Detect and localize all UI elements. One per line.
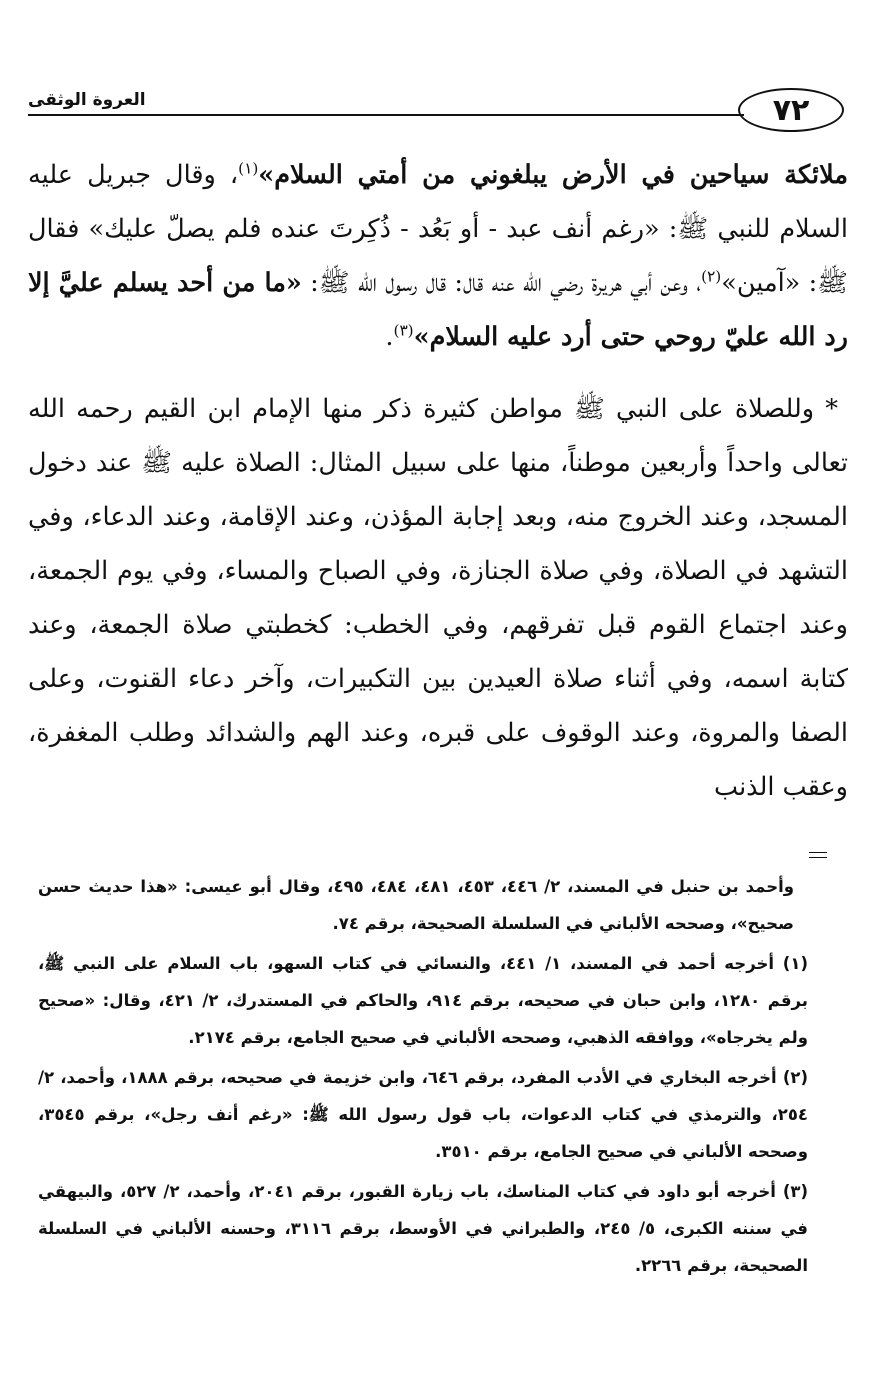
- footnote-separator: [809, 852, 827, 862]
- main-text: [28, 148, 848, 814]
- paragraph-text: ، وقال جبريل عليه السلام للنبي ﷺ: «رغم أنف عبد - أو بَعُد - ذُكِرتَ عنده فلم يصلّ عليك» فقال ﷺ: «آمين»: [28, 160, 848, 298]
- footnote-continued: وأحمد بن حنبل في المسند، ٢/ ٤٤٦، ٤٥٣، ٤٨١، ٤٨٤، ٤٩٥، وقال أبو عيسى: «هذا حديث حسن صحيح»، وصححه الألباني في السلسلة الصحيحة، برقم ٧٤.: [38, 877, 794, 933]
- paragraph-1: [28, 148, 848, 364]
- header-rule: [28, 114, 744, 116]
- footnote-ref-2: (٢): [701, 267, 722, 286]
- paragraph-text: ، وعن أبي هريرة رضي الله عنه قال: قال رسول الله ﷺ:: [301, 268, 702, 298]
- paragraph-end: .: [385, 322, 394, 352]
- footnotes: [38, 868, 808, 1287]
- footnote-ref-3: (٣): [393, 321, 414, 340]
- footnote-ref-1: (١): [238, 159, 259, 178]
- hadith-quote: «ما من أحد يسلم عليَّ إلا رد الله عليّ روحي حتى أرد عليه السلام»: [28, 268, 848, 352]
- page-header: [28, 88, 844, 134]
- page-number: ٧٢: [738, 88, 844, 132]
- paragraph-2: * وللصلاة على النبي ﷺ مواطن كثيرة ذكر منها الإمام ابن القيم رحمه الله تعالى واحداً وأربعين موطناً، منها على سبيل المثال: الصلاة عليه ﷺ عند دخول المسجد، وعند الخروج منه، وبعد إجابة المؤذن، وعند الإقامة، وعند الدعاء، وفي التشهد في الصلاة، وفي صلاة الجنازة، وفي الصباح والمساء، وفي يوم الجمعة، وعند اجتماع القوم قبل تفرقهم، وفي الخطب: كخطبتي صلاة الجمعة، وعند كتابة اسمه، وفي أثناء صلاة العيدين بين التكبيرات، وآخر دعاء القنوت، وعلى الصفا والمروة، وعند الوقوف على قبره، وعند الهم والشدائد وطلب المغفرة، وعقب الذنب: [28, 394, 848, 802]
- footnote-3: (٣) أخرجه أبو داود في كتاب المناسك، باب زيارة القبور، برقم ٢٠٤١، وأحمد، ٢/ ٥٢٧، والبيهقي في سننه الكبرى، ٥/ ٢٤٥، والطبراني في الأوسط، برقم ٣١١٦، وحسنه الألباني في السلسلة الصحيحة، برقم ٢٢٦٦.: [38, 1182, 809, 1275]
- footnote-2: (٢) أخرجه البخاري في الأدب المفرد، برقم ٦٤٦، وابن خزيمة في صحيحه، برقم ١٨٨٨، وأحمد، ٢/ ٢٥٤، والترمذي في كتاب الدعوات، باب قول رسول الله ﷺ: «رغم أنف رجل»، برقم ٣٥٤٥، وصححه الألباني في صحيح الجامع، برقم ٣٥١٠.: [38, 1068, 809, 1161]
- hadith-text: ملائكة سياحين في الأرض يبلغوني من أمتي السلام»: [258, 160, 848, 190]
- footnote-1: (١) أخرجه أحمد في المسند، ١/ ٤٤١، والنسائي في كتاب السهو، باب السلام على النبي ﷺ، برقم ١٢٨٠، وابن حبان في صحيحه، برقم ٩١٤، والحاكم في المستدرك، ٢/ ٤٢١، وقال: «صحيح ولم يخرجاه»، ووافقه الذهبي، وصححه الألباني في صحيح الجامع، برقم ٢١٧٤.: [38, 954, 808, 1047]
- running-title: العروة الوثقى: [28, 90, 146, 110]
